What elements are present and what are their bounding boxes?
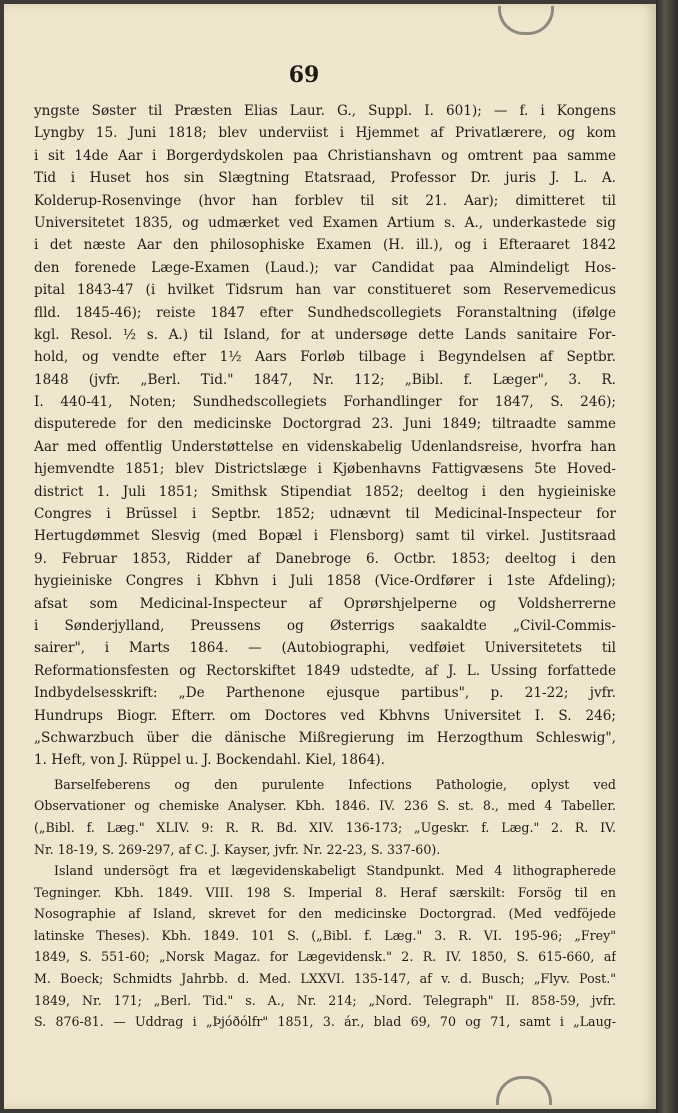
text-line: I. 440-41, Noten; Sundhedscollegiets Forhandlinger for 1847, S. 246);	[34, 394, 616, 411]
text-line: Tid i Huset hos sin Slægtning Etatsraad, Professor Dr. juris J. L. A.	[34, 170, 616, 187]
page-text	[34, 100, 616, 1033]
text-line: kgl. Resol. ½ s. A.) til Island, for at undersøge dette Lands sanitaire For-	[34, 326, 616, 343]
text-line: Island undersögt fra et lægevidenskabeligt Standpunkt. Med 4 lithographerede	[54, 863, 616, 879]
text-line: disputerede for den medicinske Doctorgrad 23. Juni 1849; tiltraadte samme	[34, 416, 616, 433]
text-line: M. Boeck; Schmidts Jahrbb. d. Med. LXXVI. 135-147, af v. d. Busch; „Flyv. Post."	[34, 971, 616, 987]
page-number: 69	[288, 62, 320, 88]
text-line: Nr. 18-19, S. 269-297, af C. J. Kayser, jvfr. Nr. 22-23, S. 337-60).	[34, 841, 441, 857]
text-line: pital 1843-47 (i hvilket Tidsrum han var constitueret som Reservemedicus	[34, 282, 616, 299]
text-line: 1849, Nr. 171; „Berl. Tid." s. A., Nr. 214; „Nord. Telegraph" II. 858-59, jvfr.	[34, 992, 616, 1008]
text-line: Nosographie af Island, skrevet for den medicinske Doctorgrad. (Med vedföjede	[34, 906, 616, 922]
text-line: „Schwarzbuch über die dänische Mißregierung im Herzogthum Schleswig",	[34, 729, 616, 746]
text-line: („Bibl. f. Læg." XLIV. 9: R. R. Bd. XIV. 136-173; „Ugeskr. f. Læg." 2. R. IV.	[34, 819, 616, 835]
text-line: i sit 14de Aar i Borgerdydskolen paa Christianshavn og omtrent paa samme	[34, 147, 616, 164]
text-line: 9. Februar 1853, Ridder af Danebroge 6. Octbr. 1853; deeltog i den	[34, 550, 616, 567]
text-line: district 1. Juli 1851; Smithsk Stipendiat 1852; deeltog i den hygieiniske	[34, 483, 616, 500]
text-line: Universitetet 1835, og udmærket ved Examen Artium s. A., underkastede sig	[34, 214, 616, 231]
text-line: Lyngby 15. Juni 1818; blev underviist i Hjemmet af Privatlærere, og kom	[34, 125, 616, 142]
text-line: Barselfeberens og den purulente Infections Pathologie, oplyst ved	[54, 776, 616, 792]
text-line: hold, og vendte efter 1½ Aars Forløb tilbage i Begyndelsen af Septbr.	[34, 349, 616, 366]
text-line: i Sønderjylland, Preussens og Østerrigs saakaldte „Civil-Commis-	[34, 617, 616, 634]
text-line: i det næste Aar den philosophiske Examen (H. ill.), og i Efteraaret 1842	[34, 237, 616, 254]
text-line: 1. Heft, von J. Rüppel u. J. Bockendahl. Kiel, 1864).	[34, 752, 385, 769]
text-line: yngste Søster til Præsten Elias Laur. G., Suppl. I. 601); — f. i Kongens	[34, 103, 616, 119]
text-line: S. 876-81. — Uddrag i „Þjóðólfr" 1851, 3. ár., blad 69, 70 og 71, samt i „Laug-	[34, 1014, 616, 1030]
text-line: hjemvendte 1851; blev Districtslæge i Kjøbenhavns Fattigvæsens 5te Hoved-	[34, 461, 616, 478]
text-line: Hertugdømmet Slesvig (med Bopæl i Flensborg) samt til virkel. Justitsraad	[34, 528, 616, 545]
text-line: afsat som Medicinal-Inspecteur af Oprørshjelperne og Voldsherrerne	[34, 595, 616, 612]
text-line: 1849, S. 551-60; „Norsk Magaz. for Lægevidensk." 2. R. IV. 1850, S. 615-660, af	[34, 949, 616, 965]
text-line: hygieiniske Congres i Kbhvn i Juli 1858 (Vice-Ordfører i 1ste Afdeling);	[34, 573, 616, 590]
text-line: Aar med offentlig Understøttelse en videnskabelig Udenlandsreise, hvorfra han	[34, 438, 616, 455]
text-line: latinske Theses). Kbh. 1849. 101 S. („Bibl. f. Læg." 3. R. VI. 195-96; „Frey"	[34, 927, 616, 943]
text-line: flld. 1845-46); reiste 1847 efter Sundhedscollegiets Foranstaltning (ifølge	[34, 304, 616, 321]
text-line: Hundrups Biogr. Efterr. om Doctores ved Kbhvns Universitet I. S. 246;	[34, 707, 616, 724]
text-line: Kolderup-Rosenvinge (hvor han forblev til sit 21. Aar); dimitteret til	[34, 192, 616, 209]
paragraph-biography	[34, 100, 616, 772]
text-line: den forenede Læge-Examen (Laud.); var Candidat paa Almindeligt Hos-	[34, 259, 616, 276]
book-spine	[656, 0, 678, 1113]
text-line: Congres i Brüssel i Septbr. 1852; udnævnt til Medicinal-Inspecteur for	[34, 506, 616, 523]
text-line: 1848 (jvfr. „Berl. Tid." 1847, Nr. 112; „Bibl. f. Læger", 3. R.	[34, 371, 616, 388]
paragraph-work-island	[34, 860, 616, 1033]
book-page	[4, 4, 656, 1109]
text-line: Observationer og chemiske Analyser. Kbh. 1846. IV. 236 S. st. 8., med 4 Tabeller.	[34, 798, 616, 814]
text-line: sairer", i Marts 1864. — (Autobiographi, vedføiet Universitetets til	[34, 640, 616, 657]
text-line: Tegninger. Kbh. 1849. VIII. 198 S. Imperial 8. Heraf særskilt: Forsög til en	[34, 884, 616, 900]
text-line: Indbydelsesskrift: „De Parthenone ejusque partibus", p. 21-22; jvfr.	[34, 685, 616, 702]
text-line: Reformationsfesten og Rectorskiftet 1849 udstedte, af J. L. Ussing forfattede	[34, 662, 616, 679]
paragraph-work-barselfeber	[34, 774, 616, 860]
